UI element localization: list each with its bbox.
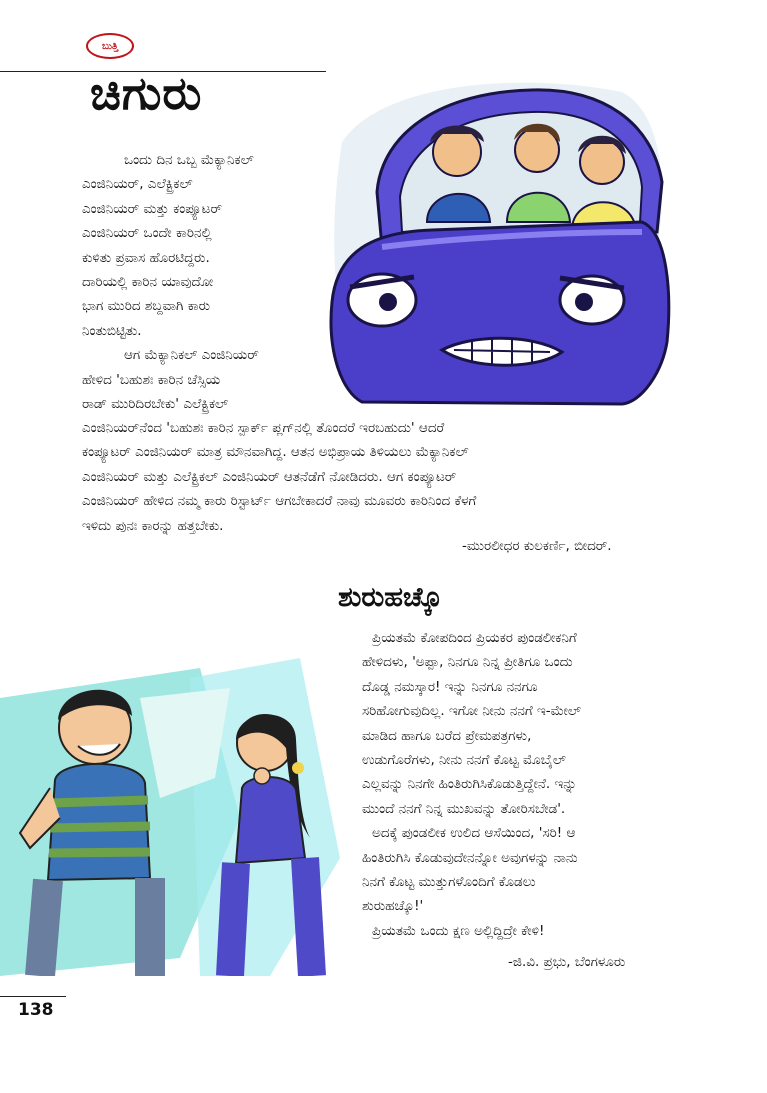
text-line: ಮಾಡಿದ ಹಾಗೂ ಬರೆದ ಪ್ರೇಮಪತ್ರಗಳು, (362, 727, 532, 744)
text-line: ಎಂಜಿನಿಯರ್ ಮತ್ತು ಎಲೆಕ್ಟ್ರಿಕಲ್ ಎಂಜಿನಿಯರ್ ಆತನೆಡೆಗೆ ನೋಡಿದರು. ಆಗ ಕಂಪ್ಯೂಟರ್ (82, 468, 457, 485)
section-title: ಚಿಗುರು (90, 66, 203, 120)
joke1-narrow-column (82, 148, 259, 416)
text-line: ಪ್ರಿಯತಮೆ ಕೋಪದಿಂದ ಪ್ರಿಯಕರ ಪುಂಡಲೀಕನಿಗೆ (372, 630, 577, 646)
text-line: ರಾಡ್ ಮುರಿದಿರಬೇಕು' ಎಲೆಕ್ಟ್ರಿಕಲ್ (82, 396, 229, 413)
text-line: ಹಿಂತಿರುಗಿಸಿ ಕೊಡುವುದೇನನ್ನೋ ಅವುಗಳನ್ನು ನಾನು (362, 849, 578, 866)
joke2-title: ಶುರುಹಚ್ಕೊ (338, 582, 443, 613)
text-line: ಎಂಜಿನಿಯರ್, ಎಲೆಕ್ಟ್ರಿಕಲ್ (82, 176, 193, 193)
joke1-wide-column (82, 416, 476, 538)
car-illustration (322, 72, 672, 417)
text-line: ಅದಕ್ಕೆ ಪುಂಡಲೀಕ ಉಲಿದ ಆಸೆಯಿಂದ, 'ಸರಿ! ಆ (372, 825, 576, 842)
text-line: ಪ್ರಿಯತಮೆ ಒಂದು ಕ್ಷಣ ಅಲ್ಲಿದ್ದಿದ್ರೇ ಕೇಳಿ! (372, 922, 545, 939)
couple-illustration (0, 658, 352, 976)
text-line: ಸರಿಹೋಗುವುದಿಲ್ಲ. ಇಗೋ ನೀನು ನನಗೆ ಇ-ಮೇಲ್ (362, 703, 582, 720)
text-line: ದಾರಿಯಲ್ಲಿ ಕಾರಿನ ಯಾವುದೋ (82, 274, 214, 291)
text-line: ಮುಂದೆ ನನಗೆ ನಿನ್ನ ಮುಖವನ್ನು ತೋರಿಸಬೇಡ'. (362, 800, 566, 817)
text-line: ಶುರುಹಚ್ಕೊ!' (362, 898, 424, 915)
text-line: ಆಗ ಮೆಕ್ಯಾನಿಕಲ್ ಎಂಜಿನಿಯರ್ (124, 347, 259, 364)
joke2-body (362, 626, 581, 943)
text-line: ಎಂಜಿನಿಯರ್ ಹೇಳಿದ ನಮ್ಮ ಕಾರು ರಿಸ್ಟಾರ್ಟ್ ಆಗಬೇಕಾದರೆ ನಾವು ಮೂವರು ಕಾರಿನಿಂದ ಕೆಳಗೆ (82, 493, 477, 510)
text-line: ಎಲ್ಲವನ್ನು ನಿನಗೇ ಹಿಂತಿರುಗಿಸಿಕೊಡುತ್ತಿದ್ದೇನೆ. ಇನ್ನು (362, 776, 577, 793)
text-line: ಒಂದು ದಿನ ಒಬ್ಬ ಮೆಕ್ಯಾನಿಕಲ್ (124, 152, 254, 168)
text-line: ಕಂಪ್ಯೂಟರ್ ಎಂಜಿನಿಯರ್ ಮಾತ್ರ ಮೌನವಾಗಿದ್ದ. ಆತನ ಅಭಿಪ್ರಾಯ ತಿಳಿಯಲು ಮೆಕ್ಯಾನಿಕಲ್ (82, 444, 469, 461)
text-line: ಭಾಗ ಮುರಿದ ಶಬ್ದವಾಗಿ ಕಾರು (82, 298, 211, 315)
text-line: ಎಂಜಿನಿಯರ್‌ನೆಂದ 'ಬಹುಶಃ ಕಾರಿನ ಸ್ಪಾರ್ಕ್ ಪ್ಲಗ್‌ನಲ್ಲಿ ತೊಂದರೆ ಇರಬಹುದು' ಆದರೆ (82, 420, 445, 436)
text-line: ಎಂಜಿನಿಯರ್ ಒಂದೇ ಕಾರಿನಲ್ಲಿ (82, 225, 212, 242)
text-line: ಕುಳಿತು ಪ್ರವಾಸ ಹೊರಟಿದ್ದರು. (82, 249, 210, 266)
joke2-signature: -ಜಿ.ವಿ. ಪ್ರಭು, ಬೆಂಗಳೂರು (508, 954, 626, 970)
text-line: ಉಡುಗೊರೆಗಳು, ನೀನು ನನಗೆ ಕೊಟ್ಟ ಮೊಬೈಲ್ (362, 752, 566, 769)
joke1-signature: -ಮುರಲೀಧರ ಕುಲಕರ್ಣಿ, ಬೀದರ್. (462, 538, 612, 554)
text-line: ದೊಡ್ಡ ನಮಸ್ಕಾರ! ಇನ್ನು ನಿನಗೂ ನನಗೂ (362, 678, 538, 695)
text-line: ನಿಂತುಬಿಟ್ಟಿತು. (82, 322, 142, 339)
text-line: ಹೇಳಿದಳು, 'ಅಪ್ಪಾ, ನಿನಗೂ ನಿನ್ನ ಪ್ರೀತಿಗೂ ಒಂದು (362, 654, 573, 671)
text-line: ನಿನಗೆ ಕೊಟ್ಟ ಮುತ್ತುಗಳೊಂದಿಗೆ ಕೊಡಲು (362, 874, 536, 891)
footer-rule (0, 996, 66, 997)
brand-logo: ಬುತ್ತಿ (86, 33, 134, 59)
page-number: 138 (18, 1000, 54, 1020)
text-line: ಇಳಿದು ಪುನಃ ಕಾರನ್ನು ಹತ್ತಬೇಕು. (82, 517, 224, 534)
text-line: ಎಂಜಿನಿಯರ್ ಮತ್ತು ಕಂಪ್ಯೂಟರ್ (82, 200, 223, 217)
text-line: ಹೇಳಿದ 'ಬಹುಶಃ ಕಾರಿನ ಚೆಸ್ಸಿಯ (82, 371, 221, 388)
